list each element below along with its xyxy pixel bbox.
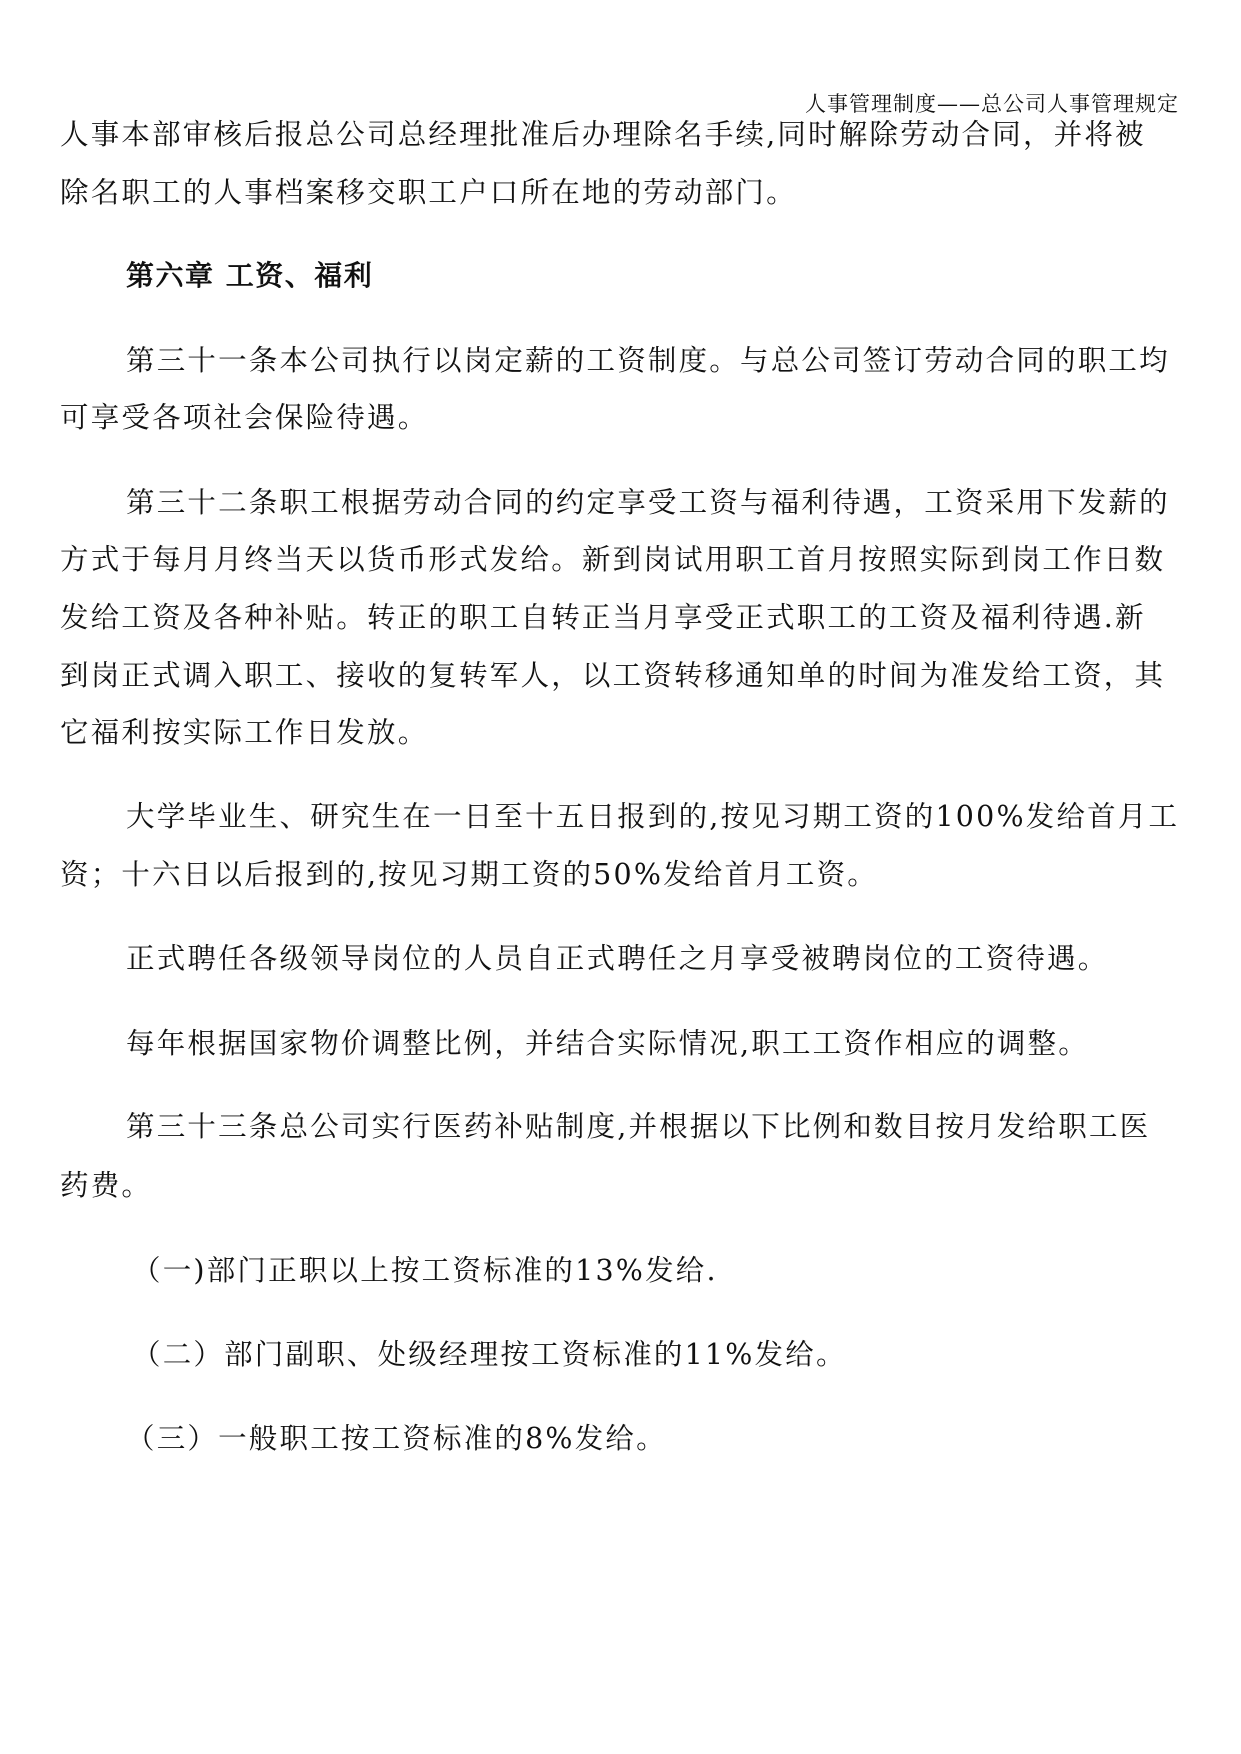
text-line: 它福利按实际工作日发放。 — [60, 716, 429, 749]
adjustment-paragraph: 每年根据国家物价调整比例，并结合实际情况,职工工资作相应的调整。 — [126, 1027, 1089, 1060]
text-line: 到岗正式调入职工、接收的复转军人，以工资转移通知单的时间为准发给工资，其 — [60, 659, 1166, 692]
list-item: （一)部门正职以上按工资标准的13%发给. — [132, 1254, 718, 1287]
text-line: 第三十二条职工根据劳动合同的约定享受工资与福利待遇，工资采用下发薪的 — [126, 486, 1170, 519]
text-line: 第三十一条本公司执行以岗定薪的工资制度。与总公司签订劳动合同的职工均 — [126, 344, 1170, 377]
text-line: 药费。 — [60, 1169, 153, 1202]
text-line: 人事本部审核后报总公司总经理批准后办理除名手续,同时解除劳动合同，并将被 — [60, 118, 1146, 151]
chapter-heading: 第六章 工资、福利 — [126, 259, 374, 292]
text-line: 第三十三条总公司实行医药补贴制度,并根据以下比例和数目按月发给职工医 — [126, 1110, 1151, 1143]
text-line: 发给工资及各种补贴。转正的职工自转正当月享受正式职工的工资及福利待遇.新 — [60, 601, 1146, 634]
text-line: 大学毕业生、研究生在一日至十五日报到的,按见习期工资的100%发给首月工 — [126, 800, 1180, 833]
text-line: 除名职工的人事档案移交职工户口所在地的劳动部门。 — [60, 176, 797, 209]
text-line: 方式于每月月终当天以货币形式发给。新到岗试用职工首月按照实际到岗工作日数 — [60, 543, 1166, 576]
text-line: 资；十六日以后报到的,按见习期工资的50%发给首月工资。 — [60, 858, 879, 891]
running-header: 人事管理制度——总公司人事管理规定 — [805, 92, 1179, 116]
text-line: 可享受各项社会保险待遇。 — [60, 401, 429, 434]
list-item: （三）一般职工按工资标准的8%发给。 — [126, 1422, 667, 1455]
leaders-paragraph: 正式聘任各级领导岗位的人员自正式聘任之月享受被聘岗位的工资待遇。 — [126, 942, 1109, 975]
list-item: （二）部门副职、处级经理按工资标准的11%发给。 — [132, 1338, 847, 1371]
